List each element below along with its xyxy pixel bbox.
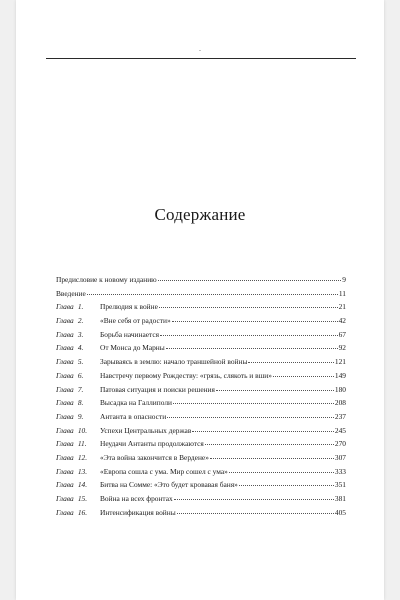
toc-entry[interactable] [56, 330, 346, 344]
toc-entry[interactable] [56, 412, 346, 426]
toc-entry-page: 42 [338, 316, 346, 326]
toc-entry[interactable] [56, 316, 346, 330]
toc-entry-title: Патовая ситуация и поиски решения [100, 384, 215, 394]
toc-entry[interactable] [56, 398, 346, 412]
dot-leader [159, 307, 338, 308]
toc-entry-title: «Эта война закончится в Вердене» [100, 452, 209, 462]
toc-entry-page: 67 [338, 329, 346, 339]
dot-leader [192, 431, 334, 432]
dot-leader [174, 499, 334, 500]
dot-leader [173, 403, 334, 404]
toc-entry[interactable] [56, 275, 346, 289]
toc-entry[interactable] [56, 302, 346, 316]
chapter-label: Глава 3. [56, 329, 84, 339]
toc-entry[interactable] [56, 467, 346, 481]
toc-entry-title: Неудачи Антанты продолжаются [100, 439, 204, 449]
toc-entry-page: 180 [334, 384, 346, 394]
toc-entry-page: 21 [338, 302, 346, 312]
toc-entry[interactable] [56, 371, 346, 385]
toc-entry[interactable] [56, 426, 346, 440]
chapter-label: Глава 7. [56, 384, 84, 394]
chapter-label: Глава 16. [56, 507, 88, 517]
dot-leader [229, 472, 334, 473]
toc-entry-title: Антанта в опасности [100, 411, 167, 421]
toc-entry-title: От Монса до Марны [100, 343, 165, 353]
toc-entry-page: 149 [334, 370, 346, 380]
toc-entry-title: Высадка на Галлиполи [100, 398, 172, 408]
toc-entry[interactable] [56, 494, 346, 508]
chapter-label: Глава 15. [56, 494, 88, 503]
page-folio: . [199, 45, 201, 53]
toc-entry-page: 307 [334, 452, 346, 462]
page-title: Содержание [154, 205, 246, 224]
toc-entry-title: Интенсификация войны [100, 507, 176, 517]
dot-leader [205, 444, 334, 445]
dot-leader [239, 485, 334, 486]
dot-leader [166, 348, 338, 349]
toc-entry-page: 208 [334, 398, 346, 408]
toc-entry[interactable] [56, 385, 346, 399]
dot-leader [210, 458, 334, 459]
dot-leader [177, 513, 334, 514]
toc-entry-page: 351 [334, 480, 346, 490]
toc-entry[interactable] [56, 439, 346, 453]
toc-entry-page: 333 [334, 466, 346, 476]
header-rule [46, 58, 356, 59]
toc-entry-page: 405 [334, 507, 346, 517]
chapter-label: Глава 11. [56, 439, 87, 449]
toc-entry-page: 92 [338, 343, 346, 353]
table-of-contents [56, 275, 346, 521]
dot-leader [158, 280, 342, 281]
toc-entry-title: Предисловие к новому изданию [56, 275, 157, 284]
toc-entry-page: 9 [342, 275, 346, 284]
toc-entry[interactable] [56, 480, 346, 494]
chapter-label: Глава 9. [56, 411, 84, 421]
toc-entry-page: 121 [334, 357, 346, 367]
toc-entry-page: 270 [334, 439, 346, 449]
dot-leader [87, 294, 338, 295]
toc-entry[interactable] [56, 453, 346, 467]
chapter-label: Глава 4. [56, 343, 84, 353]
toc-entry[interactable] [56, 289, 346, 303]
chapter-label: Глава 14. [56, 480, 88, 490]
toc-entry-title: Война на всех фронтах [100, 494, 173, 503]
toc-entry-page: 237 [334, 411, 346, 421]
chapter-label: Глава 5. [56, 357, 84, 367]
toc-entry-page: 381 [334, 494, 346, 503]
chapter-label: Глава 8. [56, 398, 84, 408]
dot-leader [273, 376, 334, 377]
toc-entry-title: «Европа сошла с ума. Мир сошел с ума» [100, 466, 228, 476]
toc-entry-title: Навстречу первому Рождеству: «грязь, слякоть и вши» [100, 370, 272, 380]
chapter-label: Глава 2. [56, 316, 84, 326]
dot-leader [248, 362, 333, 363]
toc-entry-title: «Вне себя от радости» [100, 316, 171, 326]
chapter-label: Глава 6. [56, 370, 84, 380]
dot-leader [167, 417, 334, 418]
chapter-label: Глава 13. [56, 466, 88, 476]
toc-entry-title: Борьба начинается [100, 329, 160, 339]
toc-entry[interactable] [56, 343, 346, 357]
toc-entry-title: Битва на Сомме: «Это будет кровавая баня» [100, 480, 238, 490]
chapter-label: Глава 12. [56, 452, 88, 462]
chapter-label: Глава 10. [56, 425, 88, 435]
toc-entry-page: 11 [338, 288, 346, 298]
toc-entry[interactable] [56, 357, 346, 371]
book-page [16, 0, 384, 600]
toc-entry[interactable] [56, 508, 346, 522]
toc-entry-page: 245 [334, 425, 346, 435]
dot-leader [160, 335, 338, 336]
toc-entry-title: Введение [56, 288, 86, 298]
toc-entry-title: Успехи Центральных держав [100, 425, 192, 435]
toc-entry-title: Прелюдия к войне [100, 302, 158, 312]
toc-entry-title: Зарываясь в землю: начало траншейной войны [100, 357, 248, 367]
chapter-label: Глава 1. [56, 302, 84, 312]
dot-leader [172, 321, 338, 322]
dot-leader [216, 390, 334, 391]
